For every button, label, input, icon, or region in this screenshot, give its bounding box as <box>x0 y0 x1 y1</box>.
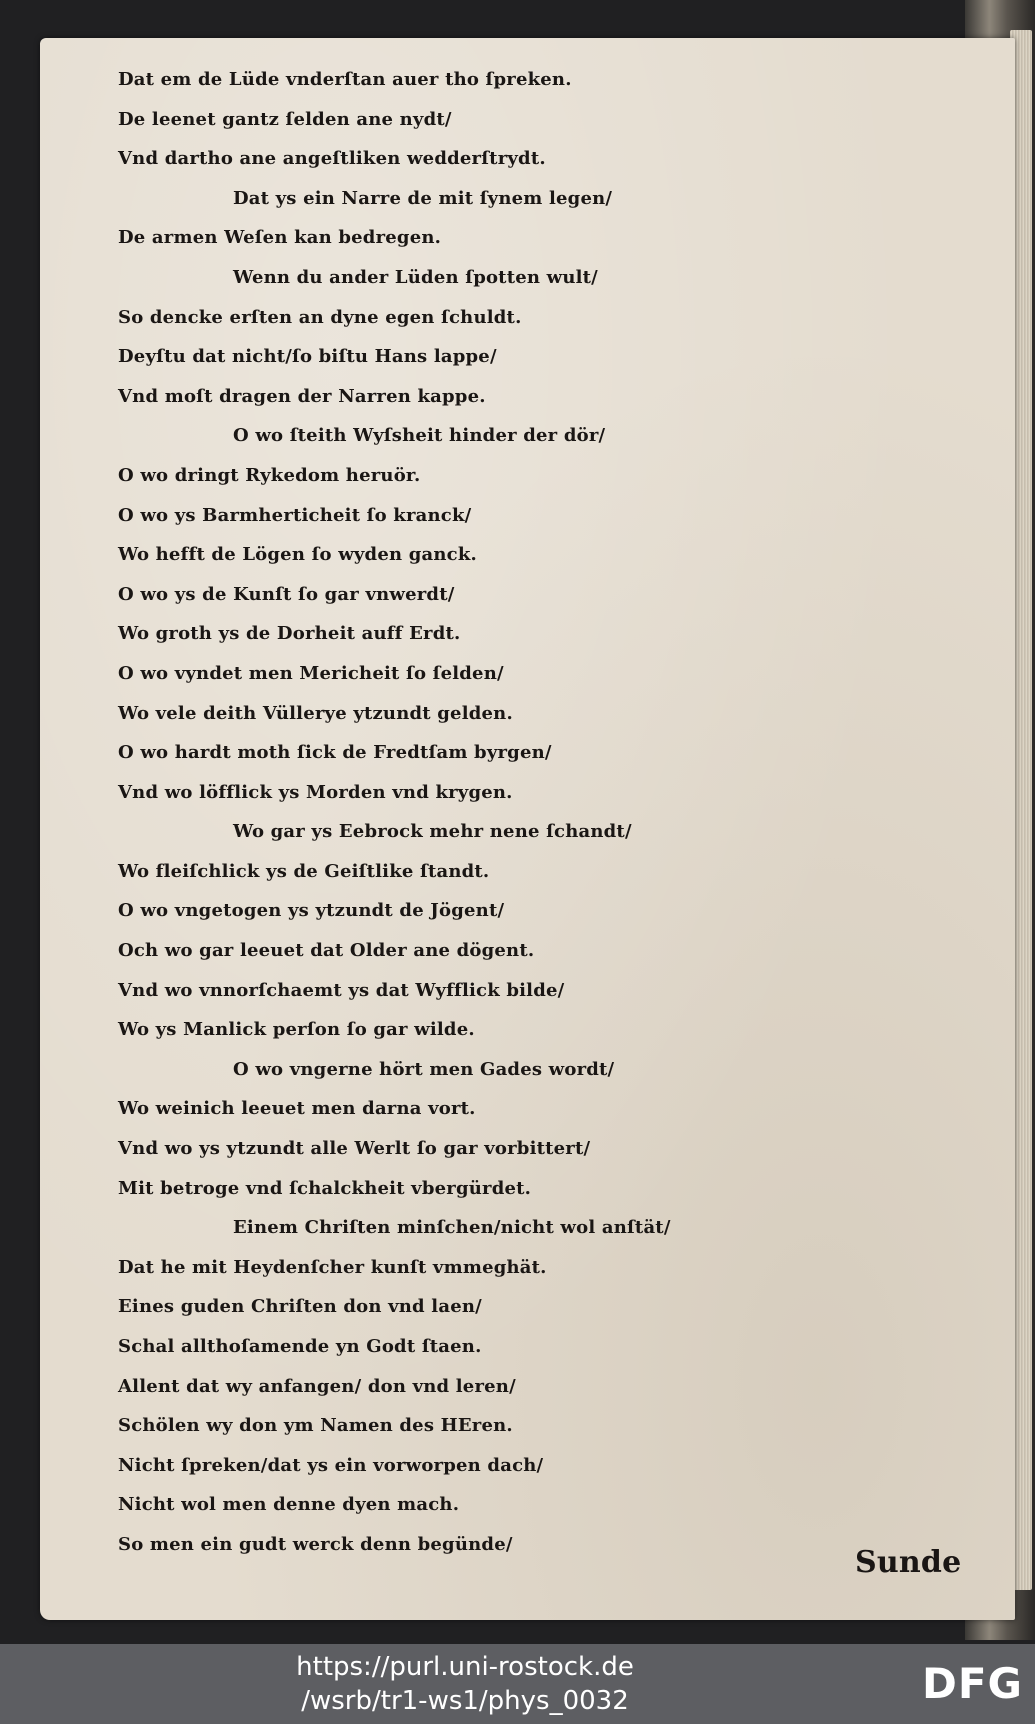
text-line: O wo ys de Kunſt ſo gar vnwerdt/ <box>118 583 455 605</box>
permalink[interactable] <box>0 1650 930 1718</box>
text-line: O wo vngerne hört men Gades wordt/ <box>233 1058 615 1080</box>
text-line: So men ein gudt werck denn begünde/ <box>118 1533 513 1555</box>
text-line: Schölen wy don ym Namen des HEren. <box>118 1415 513 1437</box>
text-line: Deyſtu dat nicht/ſo biſtu Hans lappe/ <box>118 346 497 368</box>
text-line: O wo vyndet men Mericheit ſo ſelden/ <box>118 662 504 684</box>
text-line: Nicht ſpreken/dat ys ein vorworpen dach/ <box>118 1454 544 1476</box>
text-line: Mit betroge vnd ſchalckheit vbergürdet. <box>118 1177 532 1199</box>
permalink-line-1[interactable]: https://purl.uni-rostock.de <box>296 1652 634 1682</box>
text-line: Wo fleiſchlick ys de Geiſtlike ſtandt. <box>118 860 490 882</box>
text-line: De leenet gantz ſelden ane nydt/ <box>118 108 452 130</box>
text-line: De armen Weſen kan bedregen. <box>118 227 442 249</box>
text-line: Wo hefft de Lögen ſo wyden ganck. <box>118 544 477 566</box>
text-line: Och wo gar leeuet dat Older ane dögent. <box>118 940 535 962</box>
text-line: Vnd wo ys ytzundt alle Werlt ſo gar vorbittert/ <box>118 1138 591 1160</box>
permalink-line-2[interactable]: /wsrb/tr1-ws1/phys_0032 <box>301 1686 629 1716</box>
text-line: Wo vele deith Vüllerye ytzundt gelden. <box>118 702 513 724</box>
viewer-footer <box>0 1644 1035 1724</box>
dfg-logo: DFG <box>921 1659 1023 1708</box>
text-line: Vnd wo vnnorſchaemt ys dat Wyfflick bilde/ <box>118 979 565 1001</box>
text-line: Wo ys Manlick perſon ſo gar wilde. <box>118 1019 475 1041</box>
text-line: Dat ys ein Narre de mit ſynem legen/ <box>233 187 613 209</box>
text-line: Wo groth ys de Dorheit auff Erdt. <box>118 623 461 645</box>
text-line: So dencke erſten an dyne egen ſchuldt. <box>118 306 522 328</box>
text-line: Vnd dartho ane angeſtliken wedderſtrydt. <box>118 148 546 170</box>
text-line: Vnd moſt dragen der Narren kappe. <box>118 385 486 407</box>
text-line: Wenn du ander Lüden ſpotten wult/ <box>233 266 598 288</box>
text-line: Vnd wo löfflick ys Morden vnd krygen. <box>118 781 513 803</box>
text-line: O wo ys Barmherticheit ſo kranck/ <box>118 504 472 526</box>
text-line: O wo vngetogen ys ytzundt de Jögent/ <box>118 900 505 922</box>
text-line: Wo gar ys Eebrock mehr nene ſchandt/ <box>233 821 632 843</box>
text-line: Schal allthoſamende yn Godt ſtaen. <box>118 1336 482 1357</box>
verse-text-block <box>118 60 1015 1565</box>
text-line: Dat he mit Heydenſcher kunſt vmmeghät. <box>118 1256 547 1278</box>
book-page <box>40 38 1015 1620</box>
text-line: O wo hardt moth ſick de Fredtſam byrgen/ <box>118 742 552 764</box>
text-line: Nicht wol men denne dyen mach. <box>118 1494 460 1516</box>
catchword: Sunde <box>855 1545 962 1580</box>
text-line: O wo ſteith Wyſsheit hinder der dör/ <box>233 425 606 447</box>
text-line: O wo dringt Rykedom heruör. <box>118 464 421 486</box>
text-line: Allent dat wy anfangen/ don vnd leren/ <box>118 1375 516 1397</box>
text-line: Einem Chriſten minſchen/nicht wol anſtät/ <box>233 1217 671 1239</box>
text-line: Dat em de Lüde vnderſtan auer tho ſpreken. <box>118 69 572 90</box>
text-line: Eines guden Chriſten don vnd laen/ <box>118 1296 482 1318</box>
text-line: Wo weinich leeuet men darna vort. <box>118 1098 476 1120</box>
